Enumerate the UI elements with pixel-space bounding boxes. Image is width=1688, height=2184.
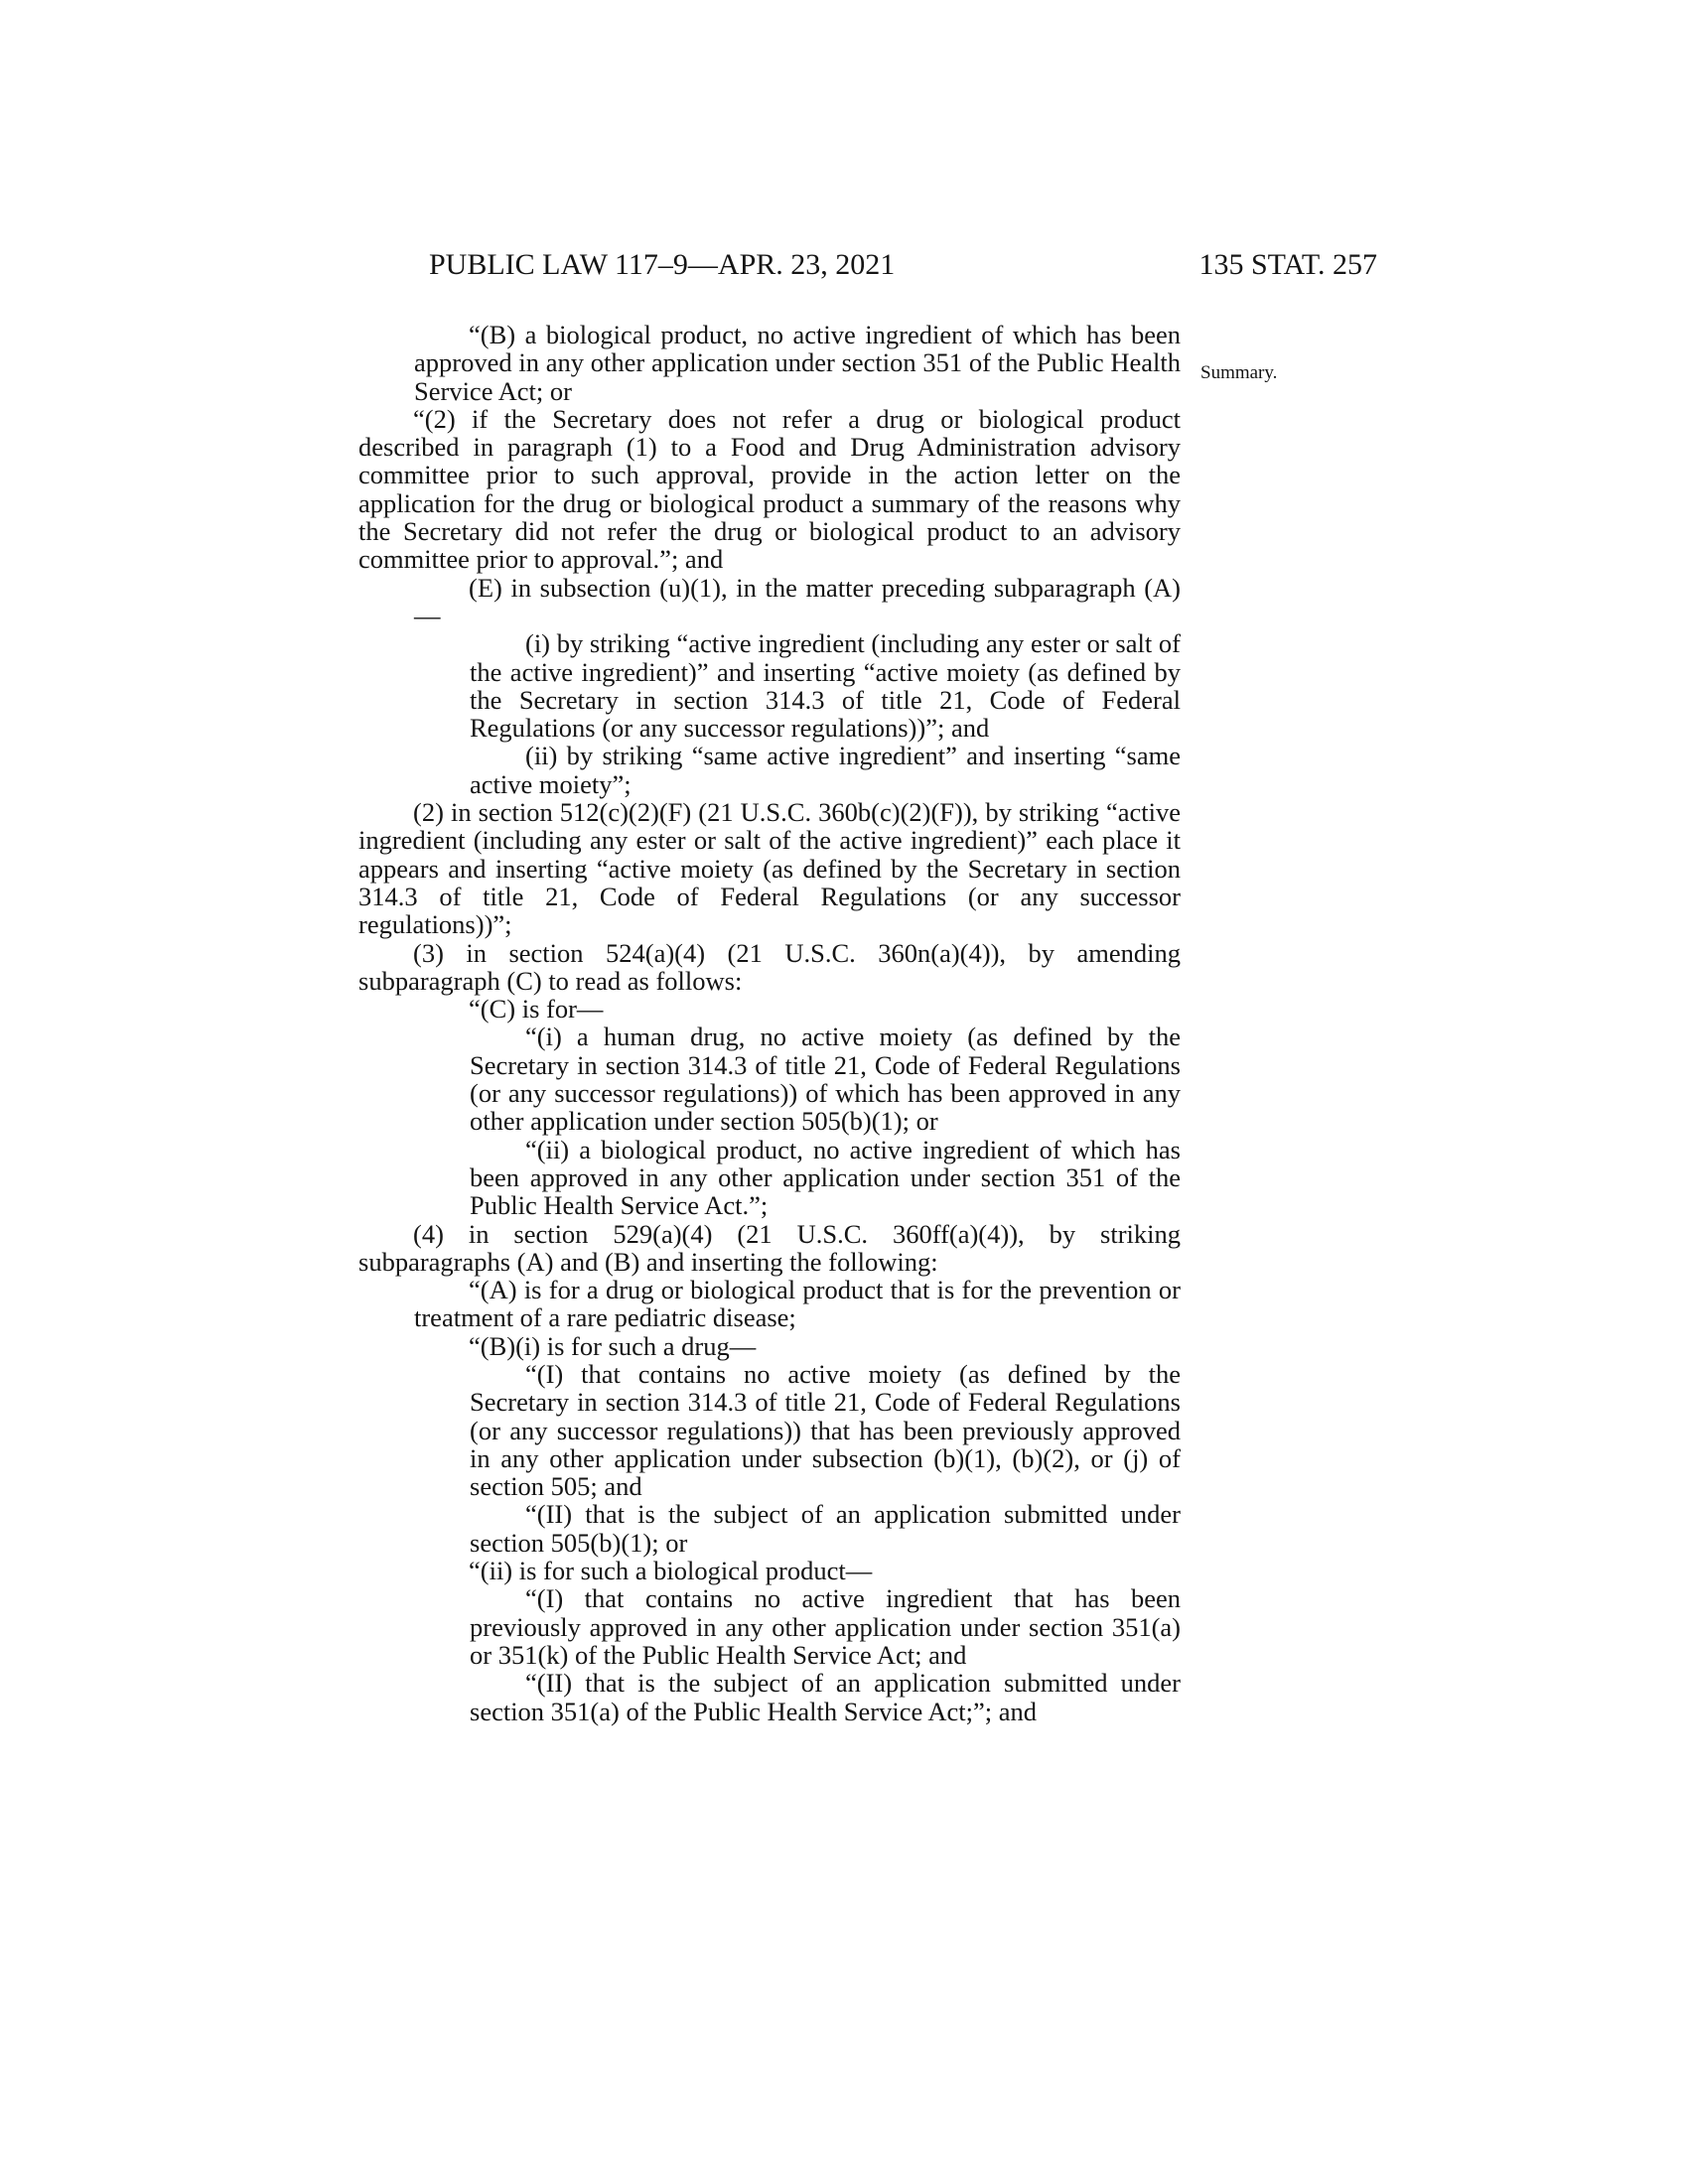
paragraph-b-biological-product: “(B) a biological product, no active ingredient of which has been approved in any other application under section 351 of the Public Health Service Act; or (414, 320, 1181, 406)
clause-ii-same-active-moiety: (ii) by striking “same active ingredient” and inserting “same active moiety”; (470, 741, 1181, 799)
paragraph-3-section-524: (3) in section 524(a)(4) (21 U.S.C. 360n(a)(4)), by amending subparagraph (C) to read as follows: (358, 937, 1181, 996)
clause-ii-such-biological-product: “(ii) is for such a biological product— (469, 1556, 873, 1586)
paragraph-4-section-529: (4) in section 529(a)(4) (21 U.S.C. 360ff(a)(4)), by striking subparagraphs (A) and (B) and inserting the following: (358, 1218, 1181, 1277)
clause-i-striking-active-ingredient: (i) by striking “active ingredient (including any ester or salt of the active ingredient)” and inserting “active moiety (as defined by the Secretary in section 314.3 of title 21, Code of Federal Regulations (or any successor regulations))”; and (470, 628, 1181, 744)
subparagraph-b-i-such-a-drug: “(B)(i) is for such a drug— (469, 1330, 757, 1361)
clause-ii-biological-product: “(ii) a biological product, no active ingredient of which has been approved in any other application under section 351 of the Public Health Service Act.”; (470, 1134, 1181, 1221)
subparagraph-c-is-for: “(C) is for— (469, 994, 604, 1024)
margin-note-summary: Summary. (1200, 362, 1278, 383)
statute-page-number: 135 STAT. 257 (1198, 248, 1377, 281)
paragraph-2-advisory-committee: “(2) if the Secretary does not refer a drug or biological product described in paragraph (1) to a Food and Drug Administration advisory committee prior to such approval, provide in the action letter on the application for the drug or biological product a summary of the reasons why the Secretary did not refer the drug or biological product to an advisory committee prior to approval.”; and (358, 403, 1181, 575)
statute-body (358, 321, 1181, 1725)
subclause-ii-351a-application: “(II) that is the subject of an application submitted under section 351(a) of the Public Health Service Act;”; and (470, 1668, 1181, 1726)
paragraph-2-section-512: (2) in section 512(c)(2)(F) (21 U.S.C. 360b(c)(2)(F)), by striking “active ingredient (including any ester or salt of the active ingredient)” each place it appears and inserting “active moiety (as defined by the Secretary in section 314.3 of title 21, Code of Federal Regulations (or any successor regulations))”; (358, 797, 1181, 940)
clause-i-human-drug: “(i) a human drug, no active moiety (as defined by the Secretary in section 314.3 of title 21, Code of Federal Regulations (or any successor regulations)) of which has been approved in any other application under section 505(b)(1); or (470, 1022, 1181, 1137)
subclause-ii-505b1-application: “(II) that is the subject of an application submitted under section 505(b)(1); or (470, 1499, 1181, 1558)
subclause-i-no-active-ingredient: “(I) that contains no active ingredient that has been previously approved in any other application under section 351(a) or 351(k) of the Public Health Service Act; and (470, 1583, 1181, 1670)
subparagraph-e-subsection-u: (E) in subsection (u)(1), in the matter preceding subparagraph (A)— (414, 572, 1181, 630)
subclause-i-no-active-moiety: “(I) that contains no active moiety (as defined by the Secretary in section 314.3 of title 21, Code of Federal Regulations (or any successor regulations)) that has been previously approved in any other application under subsection (b)(1), (b)(2), or (j) of section 505; and (470, 1358, 1181, 1502)
subparagraph-a-rare-pediatric-disease: “(A) is for a drug or biological product that is for the prevention or treatment of a rare pediatric disease; (414, 1275, 1181, 1333)
public-law-title: PUBLIC LAW 117–9—APR. 23, 2021 (429, 248, 896, 281)
running-header (429, 248, 1377, 288)
